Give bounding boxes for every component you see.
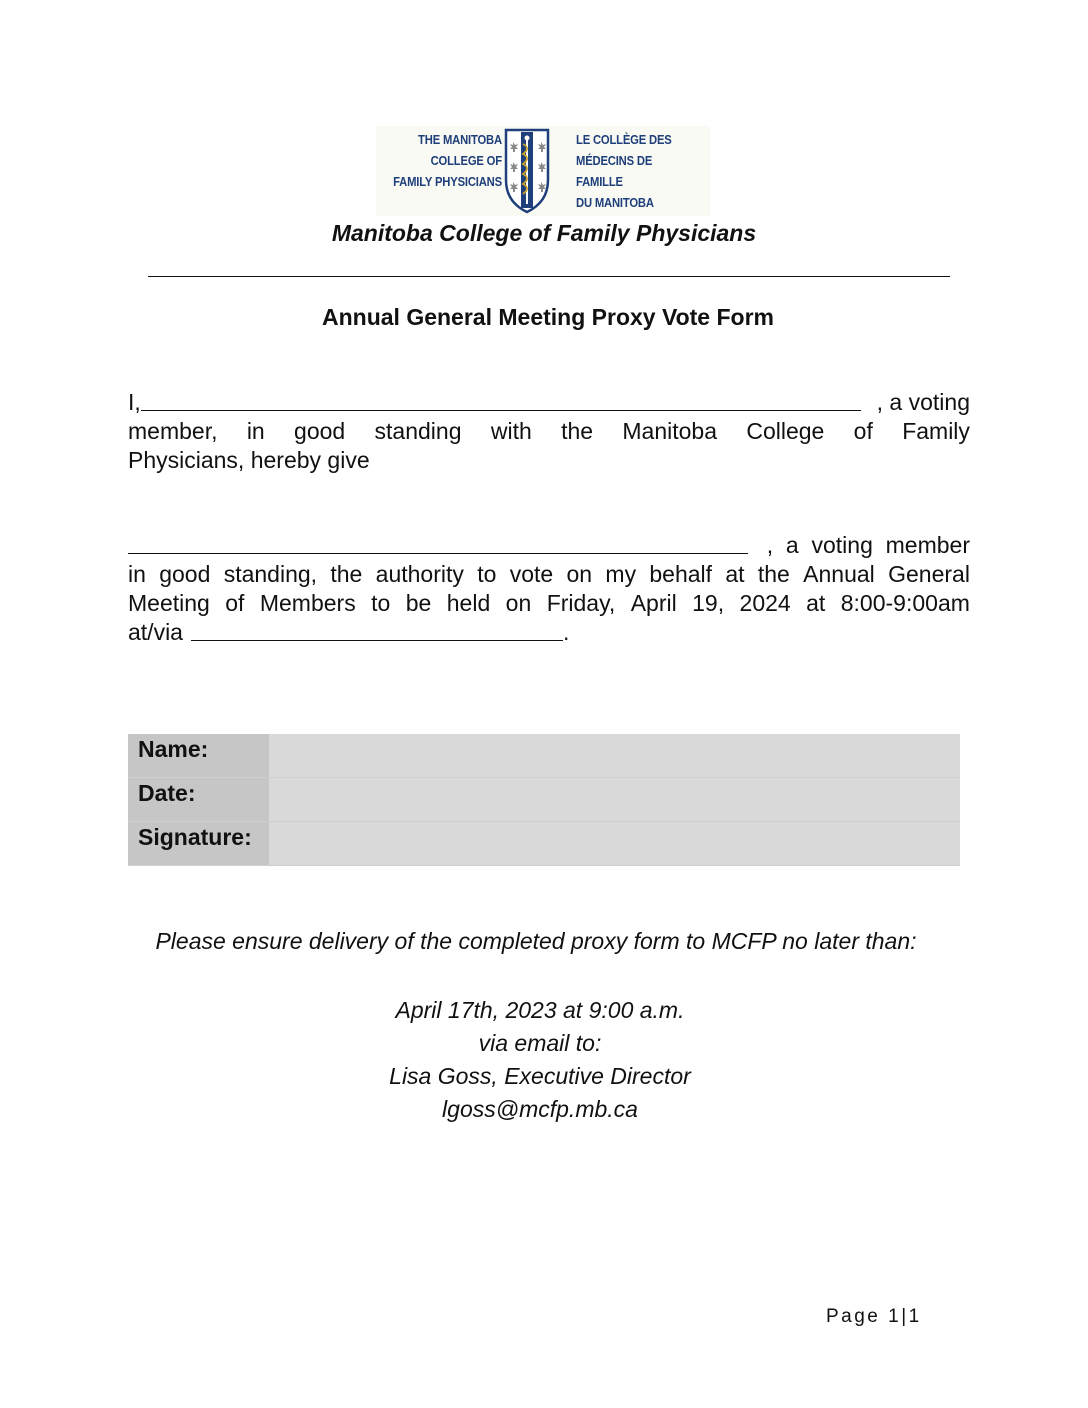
page-number: Page 1|1 <box>826 1306 922 1327</box>
logo-english-text: THE MANITOBA COLLEGE OF FAMILY PHYSICIANS <box>393 133 502 189</box>
table-row <box>128 822 960 866</box>
contact-email[interactable]: lgoss@mcfp.mb.ca <box>442 1096 638 1122</box>
contact-person: Lisa Goss, Executive Director <box>389 1063 691 1089</box>
crest-icon <box>504 128 550 214</box>
location-suffix: . <box>562 619 570 645</box>
contact-block <box>0 994 1080 1126</box>
form-title: Annual General Meeting Proxy Vote Form <box>322 304 774 330</box>
location-blank[interactable] <box>191 618 563 641</box>
date-label: Date: <box>128 778 269 822</box>
name-label: Name: <box>128 734 269 778</box>
location-prefix: at/via <box>128 619 183 645</box>
table-row <box>128 734 960 778</box>
proxy-suffix: , a voting member <box>766 532 970 558</box>
proxy-authority-paragraph <box>128 531 970 647</box>
declaration-line-3: Physicians, hereby give <box>128 447 370 473</box>
proxy-name-blank[interactable] <box>128 531 748 554</box>
delivery-notice: Please ensure delivery of the completed proxy form to MCFP no later than: <box>155 928 917 954</box>
declaration-suffix: , a voting <box>876 389 970 415</box>
signature-label: Signature: <box>128 822 269 866</box>
college-logo <box>376 126 710 216</box>
member-declaration-paragraph <box>128 388 970 475</box>
member-name-blank[interactable] <box>141 388 861 411</box>
proxy-line-2: in good standing, the authority to vote on my behalf at the Annual General <box>128 561 970 587</box>
date-field[interactable] <box>269 778 960 822</box>
college-name: Manitoba College of Family Physicians <box>331 220 757 246</box>
deadline-text: April 17th, 2023 at 9:00 a.m. <box>395 997 685 1023</box>
declaration-line-2: member, in good standing with the Manitoba College of Family <box>128 418 970 444</box>
declaration-prefix: I, <box>128 389 141 415</box>
name-field[interactable] <box>269 734 960 778</box>
table-row <box>128 778 960 822</box>
proxy-line-3: Meeting of Members to be held on Friday, April 19, 2024 at 8:00-9:00am <box>128 590 970 616</box>
via-email-text: via email to: <box>478 1030 602 1056</box>
title-divider <box>148 276 950 277</box>
logo-french-text: LE COLLÈGE DES MÉDECINS DE FAMILLE DU MANITOBA <box>576 133 672 210</box>
signature-table <box>128 734 960 866</box>
signature-field[interactable] <box>269 822 960 866</box>
